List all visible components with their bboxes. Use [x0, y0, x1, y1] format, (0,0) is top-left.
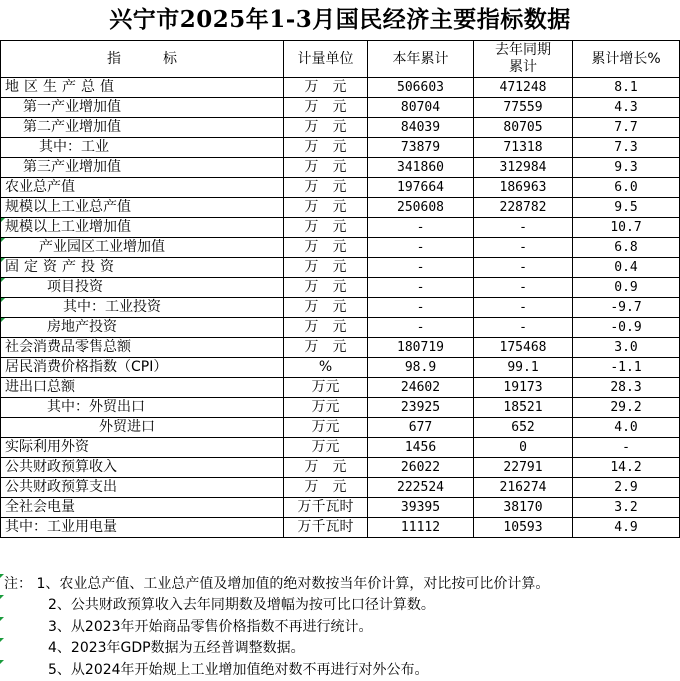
table-row [1, 158, 680, 178]
row-previous: 186963 [474, 178, 573, 198]
row-growth: 28.3 [573, 378, 680, 398]
row-current: - [368, 218, 474, 238]
row-previous: 77559 [474, 98, 573, 118]
row-name: 社会消费品零售总额 [1, 338, 284, 358]
header-growth: 累计增长% [573, 41, 680, 78]
row-current: 197664 [368, 178, 474, 198]
row-name: 规模以上工业增加值 [1, 218, 284, 238]
table-row [1, 518, 680, 538]
table-row [1, 498, 680, 518]
indicator-table [0, 40, 680, 538]
row-name: 第一产业增加值 [1, 98, 284, 118]
row-unit: 万元 [284, 418, 368, 438]
table-row [1, 278, 680, 298]
row-unit: % [284, 358, 368, 378]
row-current: 250608 [368, 198, 474, 218]
row-name: 进出口总额 [1, 378, 284, 398]
row-current: 73879 [368, 138, 474, 158]
note-line: 3、从2023年开始商品零售价格指数不再进行统计。 [0, 617, 680, 638]
row-name: 居民消费价格指数（CPI） [1, 358, 284, 378]
row-current: 506603 [368, 78, 474, 98]
row-current: 23925 [368, 398, 474, 418]
row-unit: 万 元 [284, 318, 368, 338]
row-current: 1456 [368, 438, 474, 458]
row-unit: 万元 [284, 398, 368, 418]
row-current: 222524 [368, 478, 474, 498]
table-row [1, 418, 680, 438]
table-row [1, 138, 680, 158]
row-previous: - [474, 298, 573, 318]
note-line: 注： 1、农业总产值、工业总产值及增加值的绝对数按当年价计算，对比按可比价计算。 [0, 574, 680, 595]
row-name: 其中：外贸出口 [1, 398, 284, 418]
row-name: 固定资产投资 [1, 258, 284, 278]
row-unit: 万 元 [284, 458, 368, 478]
row-growth: 3.0 [573, 338, 680, 358]
row-name: 产业园区工业增加值 [1, 238, 284, 258]
row-unit: 万 元 [284, 158, 368, 178]
row-previous: 471248 [474, 78, 573, 98]
row-previous: 0 [474, 438, 573, 458]
row-unit: 万千瓦时 [284, 498, 368, 518]
row-previous: 312984 [474, 158, 573, 178]
row-growth: 9.3 [573, 158, 680, 178]
row-growth: 7.7 [573, 118, 680, 138]
header-unit: 计量单位 [284, 41, 368, 78]
table-row [1, 318, 680, 338]
row-name: 房地产投资 [1, 318, 284, 338]
row-unit: 万 元 [284, 278, 368, 298]
row-unit: 万 元 [284, 338, 368, 358]
row-unit: 万 元 [284, 218, 368, 238]
row-previous: 652 [474, 418, 573, 438]
header-current: 本年累计 [368, 41, 474, 78]
page-title: 兴宁市2025年1-3月国民经济主要指标数据 [109, 6, 571, 33]
table-row [1, 198, 680, 218]
row-name: 其中：工业投资 [1, 298, 284, 318]
row-current: 341860 [368, 158, 474, 178]
row-growth: 6.0 [573, 178, 680, 198]
table-row [1, 358, 680, 378]
header-indicator: 指 标 [1, 41, 284, 78]
row-current: - [368, 238, 474, 258]
notes-section [0, 574, 680, 681]
row-current: - [368, 258, 474, 278]
table-row [1, 218, 680, 238]
row-previous: - [474, 218, 573, 238]
row-previous: - [474, 278, 573, 298]
row-growth: 29.2 [573, 398, 680, 418]
row-name: 其中：工业用电量 [1, 518, 284, 538]
row-growth: 8.1 [573, 78, 680, 98]
table-row [1, 458, 680, 478]
row-current: 80704 [368, 98, 474, 118]
table-row [1, 298, 680, 318]
row-current: 24602 [368, 378, 474, 398]
table-row [1, 338, 680, 358]
row-current: - [368, 298, 474, 318]
row-previous: 22791 [474, 458, 573, 478]
row-name: 全社会电量 [1, 498, 284, 518]
row-unit: 万 元 [284, 138, 368, 158]
row-growth: 3.2 [573, 498, 680, 518]
row-current: 84039 [368, 118, 474, 138]
row-unit: 万元 [284, 438, 368, 458]
note-line: 2、公共财政预算收入去年同期数及增幅为按可比口径计算数。 [0, 595, 680, 616]
row-unit: 万千瓦时 [284, 518, 368, 538]
row-growth: 4.9 [573, 518, 680, 538]
row-name: 规模以上工业总产值 [1, 198, 284, 218]
row-unit: 万 元 [284, 298, 368, 318]
table-row [1, 398, 680, 418]
table-row [1, 258, 680, 278]
row-name: 地区生产总值 [1, 78, 284, 98]
note-line: 5、从2024年开始规上工业增加值绝对数不再进行对外公布。 [0, 660, 680, 681]
note-line: 4、2023年GDP数据为五经普调整数据。 [0, 638, 680, 659]
row-name: 第二产业增加值 [1, 118, 284, 138]
row-unit: 万 元 [284, 118, 368, 138]
row-growth: 2.9 [573, 478, 680, 498]
row-name: 公共财政预算收入 [1, 458, 284, 478]
row-growth: 7.3 [573, 138, 680, 158]
row-previous: 10593 [474, 518, 573, 538]
row-current: - [368, 278, 474, 298]
row-growth: 10.7 [573, 218, 680, 238]
table-row [1, 178, 680, 198]
row-current: 677 [368, 418, 474, 438]
row-name: 外贸进口 [1, 418, 284, 438]
row-previous: 216274 [474, 478, 573, 498]
row-previous: - [474, 318, 573, 338]
row-growth: 14.2 [573, 458, 680, 478]
table-row [1, 238, 680, 258]
row-unit: 万 元 [284, 198, 368, 218]
row-current: 39395 [368, 498, 474, 518]
row-name: 公共财政预算支出 [1, 478, 284, 498]
row-name: 其中：工业 [1, 138, 284, 158]
row-unit: 万 元 [284, 178, 368, 198]
row-previous: 38170 [474, 498, 573, 518]
row-growth: 4.0 [573, 418, 680, 438]
row-current: 180719 [368, 338, 474, 358]
row-name: 实际利用外资 [1, 438, 284, 458]
header-previous-line1: 去年同期 [495, 42, 551, 58]
row-current: - [368, 318, 474, 338]
row-growth: -9.7 [573, 298, 680, 318]
table-row [1, 98, 680, 118]
row-unit: 万 元 [284, 478, 368, 498]
row-current: 98.9 [368, 358, 474, 378]
row-current: 26022 [368, 458, 474, 478]
row-growth: - [573, 438, 680, 458]
row-previous: 18521 [474, 398, 573, 418]
table-header-row [1, 41, 680, 78]
row-unit: 万 元 [284, 78, 368, 98]
row-name: 第三产业增加值 [1, 158, 284, 178]
row-growth: 0.9 [573, 278, 680, 298]
row-name: 农业总产值 [1, 178, 284, 198]
row-current: 11112 [368, 518, 474, 538]
row-previous: - [474, 258, 573, 278]
table-row [1, 118, 680, 138]
row-growth: -0.9 [573, 318, 680, 338]
row-unit: 万元 [284, 378, 368, 398]
row-previous: 99.1 [474, 358, 573, 378]
row-name: 项目投资 [1, 278, 284, 298]
row-previous: 71318 [474, 138, 573, 158]
row-growth: 0.4 [573, 258, 680, 278]
table-row [1, 78, 680, 98]
row-growth: -1.1 [573, 358, 680, 378]
header-previous-line2: 累计 [509, 59, 537, 75]
row-unit: 万 元 [284, 258, 368, 278]
row-growth: 4.3 [573, 98, 680, 118]
row-unit: 万 元 [284, 238, 368, 258]
table-row [1, 438, 680, 458]
row-previous: 19173 [474, 378, 573, 398]
table-body [1, 78, 680, 538]
row-previous: 228782 [474, 198, 573, 218]
table-row [1, 478, 680, 498]
header-previous [474, 41, 573, 78]
row-previous: 80705 [474, 118, 573, 138]
row-previous: 175468 [474, 338, 573, 358]
row-growth: 6.8 [573, 238, 680, 258]
row-unit: 万 元 [284, 98, 368, 118]
table-row [1, 378, 680, 398]
row-previous: - [474, 238, 573, 258]
row-growth: 9.5 [573, 198, 680, 218]
